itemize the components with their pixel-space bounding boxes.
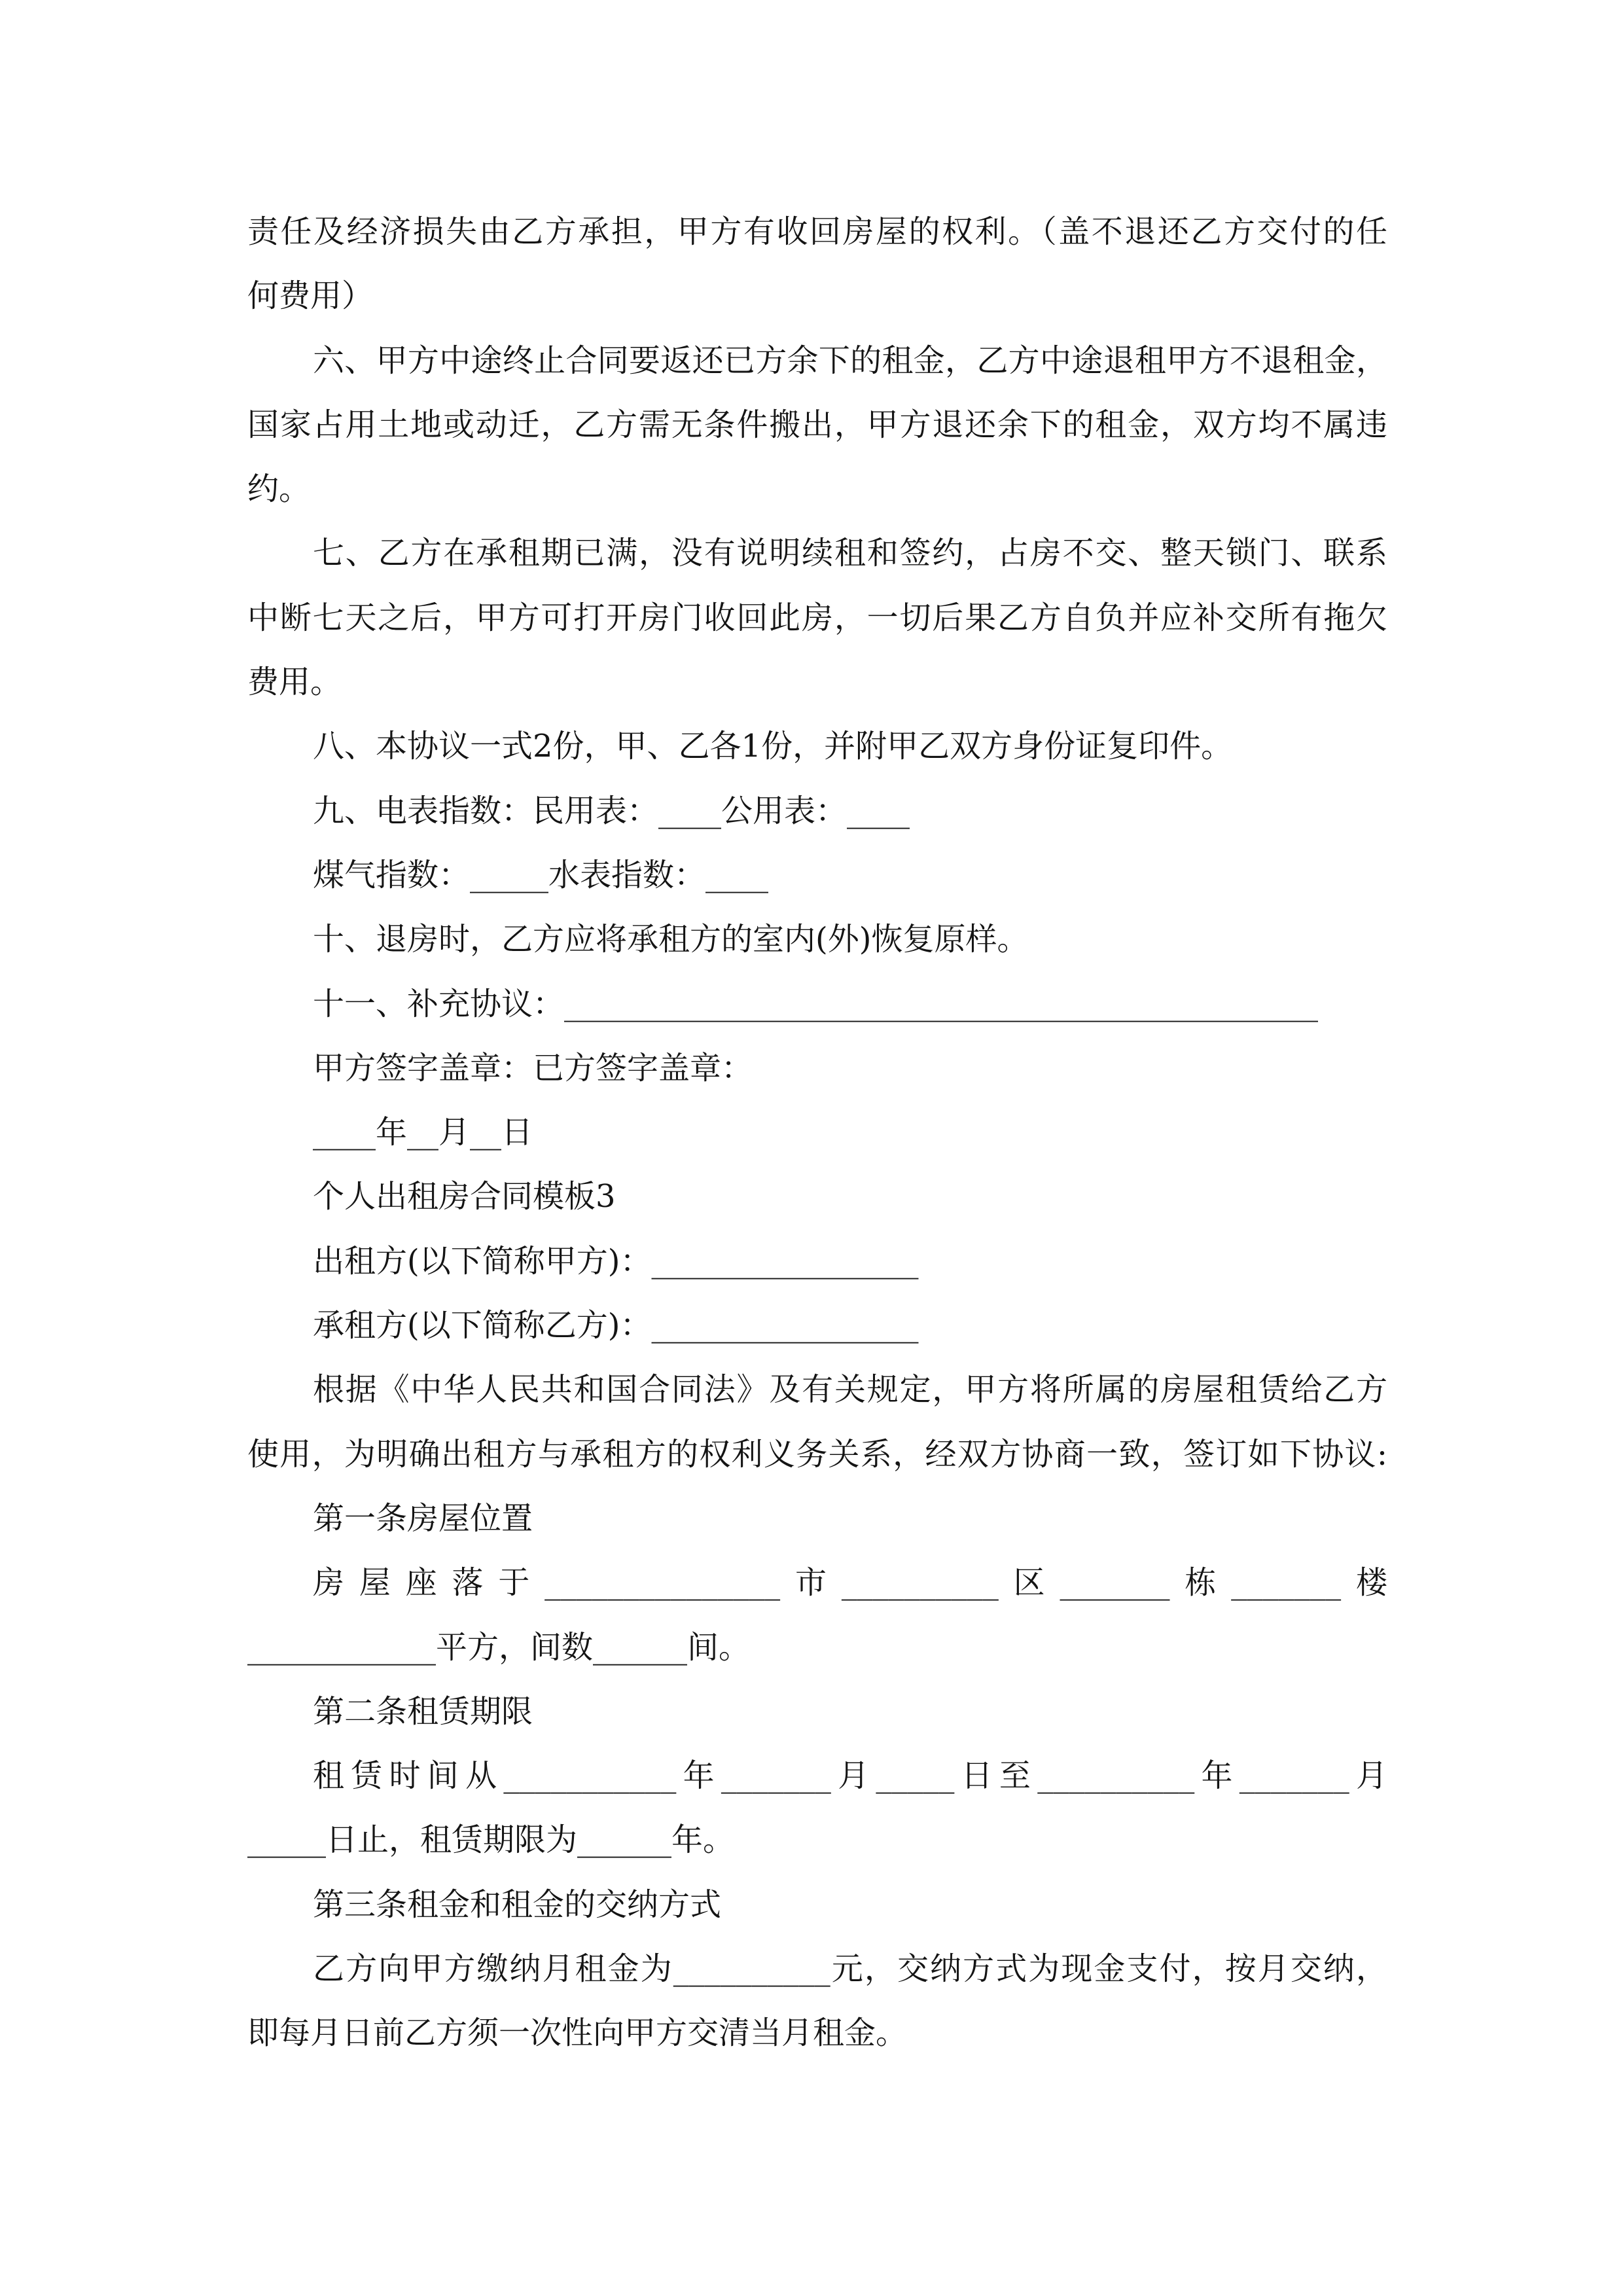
article-2-term [247,1679,1387,1873]
article-3-line-2: 即每月日前乙方须一次性向甲方交清当月租金。 [247,2015,908,2052]
article-3-rent [247,1873,1387,2066]
clause-6 [247,329,1387,522]
article-1-line-1: 房屋座落于_______________市__________区_______栋_______楼 [313,1564,1387,1602]
lessee-line: 承租方(以下简称乙方)：_________________ [313,1307,919,1344]
article-2-line-2: _____日止，租赁期限为______年。 [247,1821,735,1859]
signature-line: 甲方签字盖章：已方签字盖章： [313,1049,753,1086]
clause-8: 八、本协议一式2份，甲、乙各1份，并附甲乙双方身份证复印件。 [313,728,1233,765]
clause-7-line-1: 七、乙方在承租期已满，没有说明续租和签约，占房不交、整天锁门、联系 [313,535,1387,572]
date-line: ____年__月__日 [313,1114,533,1151]
clause-7-line-2: 中断七天之后，甲方可打开房门收回此房，一切后果乙方自负并应补交所有拖欠 [247,599,1387,636]
clause-6-line-3: 约。 [247,471,311,508]
clause-9-meter-readings [247,779,1387,908]
article-3-heading: 第三条租金和租金的交纳方式 [313,1886,722,1923]
clause-7-line-3: 费用。 [247,664,342,701]
clause-5-line-1: 责任及经济损失由乙方承担，甲方有收回房屋的权利。（盖不退还乙方交付的任 [247,213,1387,250]
clause-6-line-2: 国家占用土地或动迁，乙方需无条件搬出，甲方退还余下的租金，双方均不属违 [247,406,1387,443]
clause-6-line-1: 六、甲方中途终止合同要返还已方余下的租金，乙方中途退租甲方不退租金， [313,342,1387,379]
gas-water-meter-reading: 煤气指数：_____水表指数：____ [313,856,769,893]
article-1-heading: 第一条房屋位置 [313,1499,533,1537]
template-3-title: 个人出租房合同模板3 [313,1178,616,1215]
article-1-location [247,1486,1387,1679]
preamble-line-1: 根据《中华人民共和国合同法》及有关规定，甲方将所属的房屋租赁给乙方 [313,1371,1387,1408]
document-page [247,200,1387,2066]
article-1-line-2: ____________平方，间数______间。 [247,1628,751,1666]
lessor-line: 出租方(以下简称甲方)：_________________ [313,1242,919,1280]
preamble [247,1357,1387,1486]
clause-5-line-2: 何费用） [247,278,374,315]
article-2-heading: 第二条租赁期限 [313,1693,533,1730]
article-2-line-1: 租赁时间从___________年_______月_____日至__________年_______月 [313,1757,1387,1795]
clause-10: 十、退房时，乙方应将承租方的室内(外)恢复原样。 [313,921,1029,958]
electricity-meter-reading: 九、电表指数：民用表：____公用表：____ [313,792,910,829]
clause-7 [247,521,1387,714]
preamble-line-2: 使用，为明确出租方与承租方的权利义务关系，经双方协商一致，签订如下协议: [247,1435,1387,1473]
clause-11-supplement: 十一、补充协议：________________________________________________ [313,985,1319,1022]
clause-5-continuation [247,200,1387,329]
article-3-line-1: 乙方向甲方缴纳月租金为__________元，交纳方式为现金支付，按月交纳， [313,1950,1387,1988]
